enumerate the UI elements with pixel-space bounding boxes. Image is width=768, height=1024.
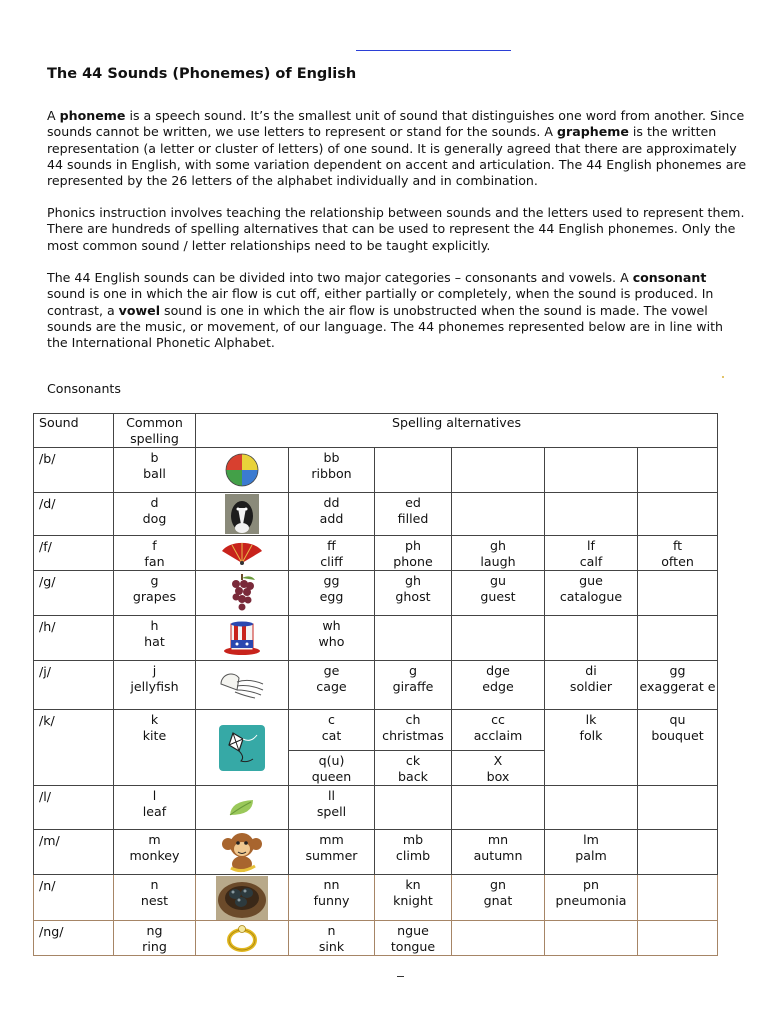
- alt-cell: kn knight: [375, 875, 452, 921]
- table-row: [34, 536, 718, 571]
- common-spelling-cell: h hat: [114, 616, 196, 661]
- common-spelling-cell: m monkey: [114, 830, 196, 875]
- alt-cell: mn autumn: [452, 830, 545, 875]
- dog-icon: [196, 493, 289, 536]
- monkey-icon: [196, 830, 289, 875]
- alt-cell: lm palm: [545, 830, 638, 875]
- term-phoneme: phoneme: [59, 108, 126, 123]
- alt-cell: [638, 830, 718, 875]
- alt-cell: ck back: [375, 751, 452, 786]
- alt-cell: q(u) queen: [289, 751, 375, 786]
- kite-icon: [196, 710, 289, 786]
- alt-cell: X box: [452, 751, 545, 786]
- alt-cell: [452, 921, 545, 956]
- alt-cell: [545, 921, 638, 956]
- table-row: [34, 830, 718, 875]
- alt-cell: [452, 448, 545, 493]
- alt-cell: gu guest: [452, 571, 545, 616]
- categories-paragraph: The 44 English sounds can be divided into two major categories – consonants and vowels. A consonant sound is one in which the air flow is cut off, either partially or completely, when the sound is produced. In contrast, a vowel sound is one in which the air flow is unobstructed when the sound is made. The vowel sounds are the music, or movement, of our language. The 44 phonemes represented below are in line with the International Phonetic Alphabet.: [47, 270, 723, 351]
- table-row: [34, 710, 718, 751]
- alt-cell: [545, 493, 638, 536]
- table-row: [34, 616, 718, 661]
- alt-cell: gh laugh: [452, 536, 545, 571]
- table-row: [34, 571, 718, 616]
- page-footer-dash: [397, 976, 404, 977]
- alt-cell: [452, 493, 545, 536]
- alt-cell: gg egg: [289, 571, 375, 616]
- alt-cell: ngue tongue: [375, 921, 452, 956]
- common-spelling-cell: b ball: [114, 448, 196, 493]
- alt-cell: pn pneumonia: [545, 875, 638, 921]
- sound-cell: /n/: [34, 875, 114, 921]
- alt-cell: ph phone: [375, 536, 452, 571]
- alt-cell: [545, 616, 638, 661]
- alt-cell: [375, 786, 452, 830]
- fan-icon: [196, 536, 289, 571]
- common-spelling-cell: j jellyfish: [114, 661, 196, 710]
- table-row: [34, 875, 718, 921]
- stray-dot: [722, 376, 724, 378]
- alt-cell: [452, 616, 545, 661]
- common-spelling-cell: ng ring: [114, 921, 196, 956]
- alt-cell: ed filled: [375, 493, 452, 536]
- alt-cell: wh who: [289, 616, 375, 661]
- alt-cell: ll spell: [289, 786, 375, 830]
- page-title: The 44 Sounds (Phonemes) of English: [47, 66, 357, 82]
- sound-cell: /h/: [34, 616, 114, 661]
- alt-cell: gh ghost: [375, 571, 452, 616]
- header-sound: Sound: [34, 414, 114, 448]
- alt-cell: [545, 786, 638, 830]
- alt-cell: c cat: [289, 710, 375, 751]
- grapes-icon: [196, 571, 289, 616]
- header-common-spelling: Common spelling: [114, 414, 196, 448]
- alt-cell: qu bouquet: [638, 710, 718, 786]
- alt-cell: n sink: [289, 921, 375, 956]
- ring-icon: [196, 921, 289, 956]
- alt-cell: [545, 448, 638, 493]
- term-consonant: consonant: [632, 270, 707, 285]
- alt-cell: di soldier: [545, 661, 638, 710]
- common-spelling-cell: f fan: [114, 536, 196, 571]
- alt-cell: dd add: [289, 493, 375, 536]
- header-spelling-alternatives: Spelling alternatives: [196, 414, 718, 448]
- alt-cell: lk folk: [545, 710, 638, 786]
- term-grapheme: grapheme: [557, 124, 629, 140]
- table-row: [34, 448, 718, 493]
- common-spelling-cell: d dog: [114, 493, 196, 536]
- nest-icon: [196, 875, 289, 921]
- top-hat-icon: [196, 616, 289, 661]
- common-spelling-cell: l leaf: [114, 786, 196, 830]
- alt-cell: [638, 616, 718, 661]
- alt-cell: [375, 448, 452, 493]
- leaf-icon: [196, 786, 289, 830]
- jellyfish-icon: [196, 661, 289, 710]
- alt-cell: bb ribbon: [289, 448, 375, 493]
- alt-cell: [638, 875, 718, 921]
- sound-cell: /ng/: [34, 921, 114, 956]
- sound-cell: /g/: [34, 571, 114, 616]
- alt-cell: gn gnat: [452, 875, 545, 921]
- alt-cell: [375, 616, 452, 661]
- alt-cell: cc acclaim: [452, 710, 545, 751]
- sound-cell: /b/: [34, 448, 114, 493]
- sound-cell: /m/: [34, 830, 114, 875]
- beach-ball-icon: [196, 448, 289, 493]
- alt-cell: ge cage: [289, 661, 375, 710]
- sound-cell: /j/: [34, 661, 114, 710]
- sound-cell: /d/: [34, 493, 114, 536]
- common-spelling-cell: k kite: [114, 710, 196, 786]
- alt-cell: ff cliff: [289, 536, 375, 571]
- alt-cell: [638, 571, 718, 616]
- section-label-consonants: Consonants: [47, 381, 121, 396]
- alt-cell: [638, 448, 718, 493]
- term-vowel: vowel: [118, 302, 161, 318]
- alt-cell: [638, 786, 718, 830]
- sound-cell: /f/: [34, 536, 114, 571]
- alt-cell: [638, 921, 718, 956]
- sound-cell: /l/: [34, 786, 114, 830]
- alt-cell: dge edge: [452, 661, 545, 710]
- alt-cell: g giraffe: [375, 661, 452, 710]
- top-link-underline[interactable]: [356, 50, 511, 51]
- alt-cell: mb climb: [375, 830, 452, 875]
- alt-cell: lf calf: [545, 536, 638, 571]
- alt-cell: nn funny: [289, 875, 375, 921]
- common-spelling-cell: n nest: [114, 875, 196, 921]
- table-row: [34, 786, 718, 830]
- table-row: [34, 921, 718, 956]
- alt-cell: ft often: [638, 536, 718, 571]
- alt-cell: gg exaggerat e: [638, 661, 718, 710]
- alt-cell: [638, 493, 718, 536]
- alt-cell: mm summer: [289, 830, 375, 875]
- alt-cell: [452, 786, 545, 830]
- sound-cell: /k/: [34, 710, 114, 786]
- phonics-paragraph: Phonics instruction involves teaching the relationship between sounds and the letters used to represent them. There are hundreds of spelling alternatives that can be used to represent the 44 English phonemes. Only the most common sound / letter relationships need to be taught explicitly.: [47, 205, 745, 253]
- intro-paragraph: A phoneme is a speech sound. It’s the smallest unit of sound that distinguishes one word from another. Since sounds cannot be written, we use letters to represent or stand for the sounds. A grapheme is the written representation (a letter or cluster of letters) of one sound. It is generally agreed that there are approximately 44 sounds in English, with some variation dependent on accent and articulation. The 44 English phonemes are represented by the 26 letters of the alphabet individually and in combination.: [47, 108, 747, 189]
- alt-cell: gue catalogue: [545, 571, 638, 616]
- table-row: [34, 493, 718, 536]
- table-row: [34, 661, 718, 710]
- common-spelling-cell: g grapes: [114, 571, 196, 616]
- alt-cell: ch christmas: [375, 710, 452, 751]
- consonants-table: [33, 413, 718, 956]
